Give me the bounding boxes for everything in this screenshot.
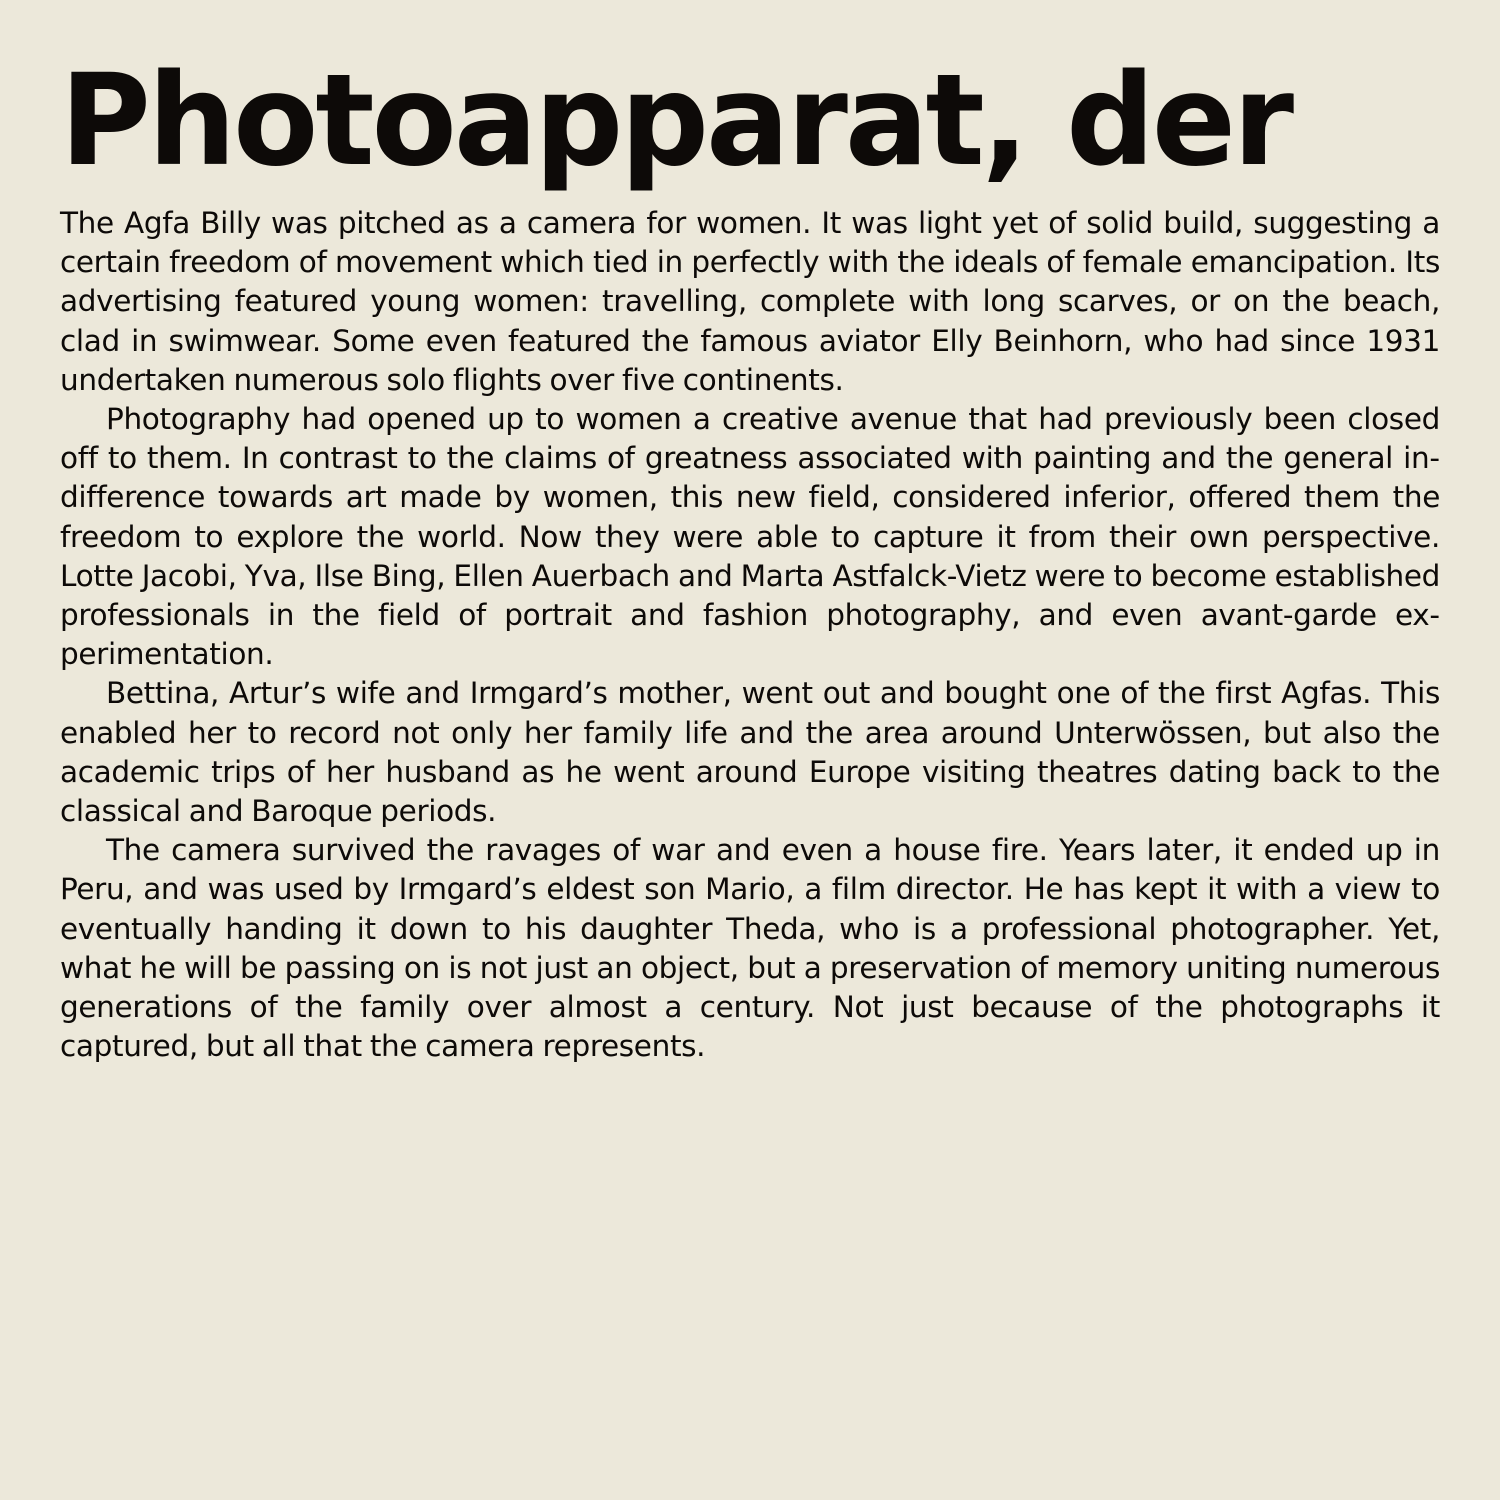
paragraph-2: Photography had opened up to women a creative avenue that had previously been closed off to them. In contrast to the claims of greatness associated with painting and the general indifference towards art made by women, this new field, considered inferior, offered them the freedom to explore the world. Now they were able to capture it from their own perspective. Lotte Jacobi, Yva, Ilse Bing, Ellen Auerbach and Marta Astfalck-Vietz were to become established professionals in the field of portrait and fashion photography, and even avant-garde experimentation.	[60, 402, 1440, 672]
article-body	[60, 204, 1440, 1066]
paragraph-1: The Agfa Billy was pitched as a camera for women. It was light yet of solid build, suggesting a certain freedom of movement which tied in perfectly with the ideals of female emancipation. Its advertising featured young women: travelling, complete with long scarves, or on the beach, clad in swimwear. Some even featured the famous aviator Elly Beinhorn, who had since 1931 undertaken numerous solo flights over five continents.	[60, 206, 1440, 397]
paragraph-4: The camera survived the ravages of war and even a house fire. Years later, it ended up in Peru, and was used by Irmgard’s eldest son Mario, a film director. He has kept it with a view to eventually handing it down to his daughter Theda, who is a professional photographer. Yet, what he will be passing on is not just an object, but a preservation of memory uniting numerous generations of the family over almost a century. Not just because of the photographs it captured, but all that the camera represents.	[60, 833, 1440, 1064]
paragraph-3: Bettina, Artur’s wife and Irmgard’s mother, went out and bought one of the first Agfas. This enabled her to record not only her family life and the area around Unterwössen, but also the academic trips of her husband as he went around Europe visiting theatres dating back to the classical and Baroque periods.	[60, 676, 1440, 829]
page-title: Photoapparat, der	[60, 47, 1292, 195]
